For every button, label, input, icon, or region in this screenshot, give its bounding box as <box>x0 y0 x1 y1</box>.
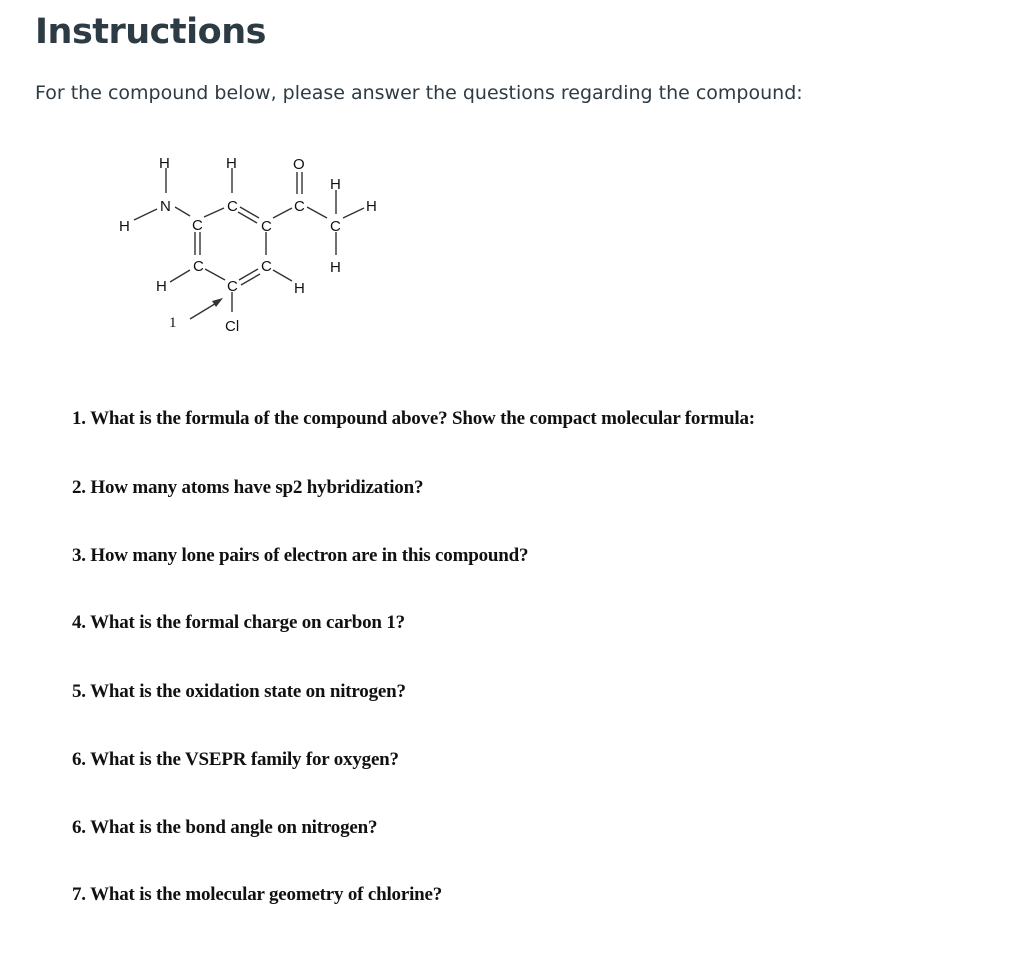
carbon-1-label: 1 <box>169 315 177 331</box>
atom-chlorine: Cl <box>225 318 240 335</box>
question-7: 7. What is the molecular geometry of chlorine? <box>72 884 443 905</box>
atom-h: H <box>294 280 305 297</box>
chemical-structure-diagram <box>0 0 420 360</box>
instructions-text: For the compound below, please answer the questions regarding the compound: <box>35 82 803 104</box>
atom-h-amine-left: H <box>119 218 130 235</box>
atom-c-ring: C <box>261 258 272 275</box>
question-6: 6. What is the VSEPR family for oxygen? <box>72 749 399 770</box>
question-2: 2. How many atoms have sp2 hybridization? <box>72 477 424 498</box>
atom-c-methyl: C <box>330 218 341 235</box>
page-title: Instructions <box>35 12 266 52</box>
atom-nitrogen: N <box>160 198 171 215</box>
atom-h-amine-top: H <box>159 155 170 172</box>
atom-h-methyl: H <box>330 176 341 193</box>
atom-c-ring: C <box>227 198 238 215</box>
atom-oxygen: O <box>293 156 305 173</box>
atom-c-ring: C <box>193 258 204 275</box>
atom-carbon-1: C <box>227 278 238 295</box>
question-6b: 6. What is the bond angle on nitrogen? <box>72 817 378 838</box>
atom-h-methyl: H <box>366 198 377 215</box>
atom-c-ring: C <box>261 218 272 235</box>
atom-h: H <box>156 278 167 295</box>
atom-h: H <box>226 155 237 172</box>
question-5: 5. What is the oxidation state on nitrogen? <box>72 681 406 702</box>
question-3: 3. How many lone pairs of electron are in this compound? <box>72 545 529 566</box>
atom-labels <box>119 155 377 335</box>
atom-c-ring: C <box>192 217 203 234</box>
atom-c-carbonyl: C <box>294 198 305 215</box>
question-1: 1. What is the formula of the compound above? Show the compact molecular formula: <box>72 408 755 429</box>
question-4: 4. What is the formal charge on carbon 1? <box>72 612 405 633</box>
atom-h-methyl: H <box>330 259 341 276</box>
